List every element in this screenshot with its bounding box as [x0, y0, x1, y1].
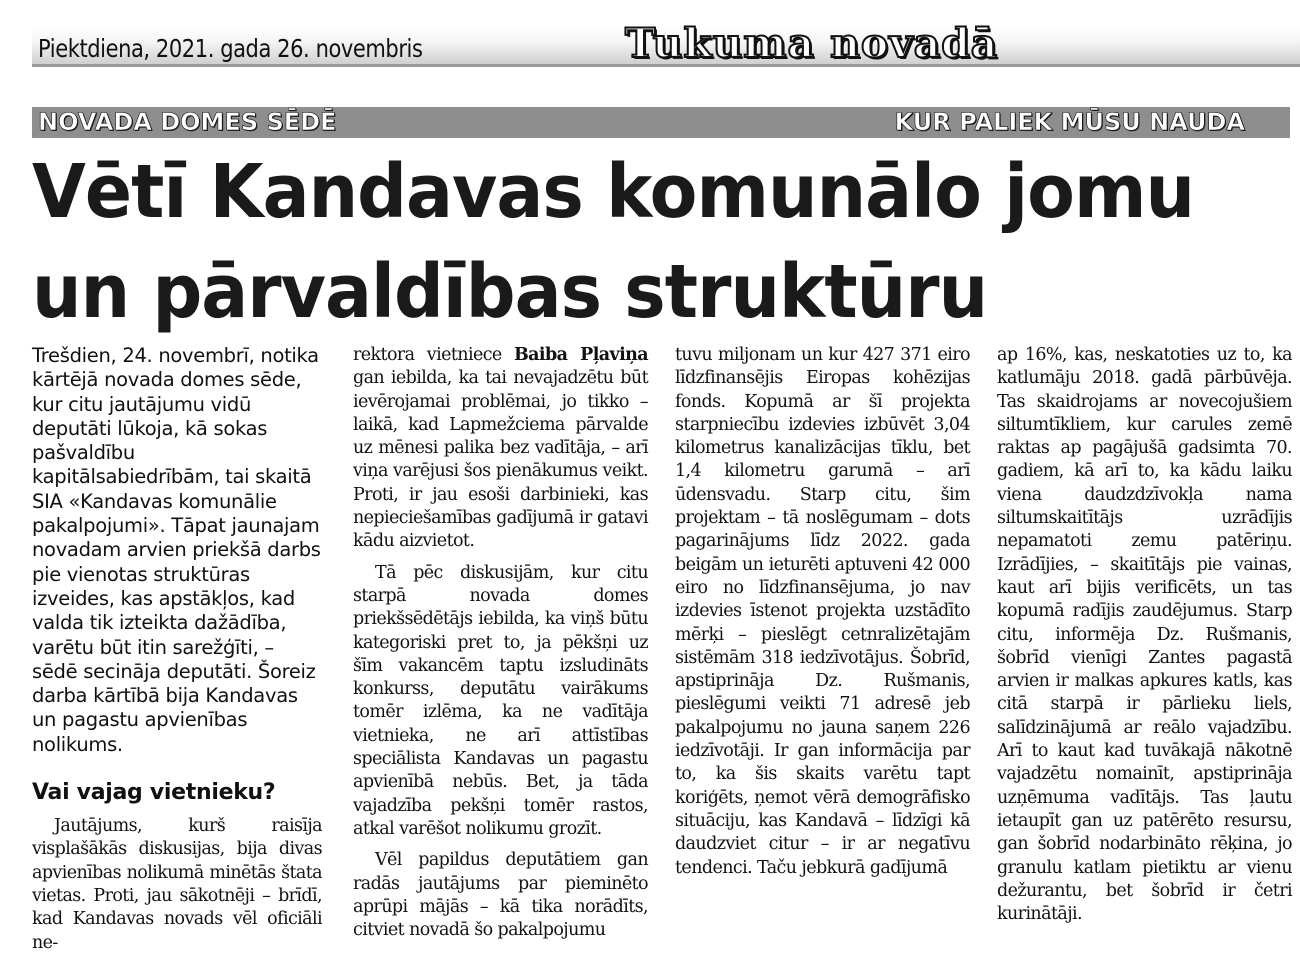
issue-date: Piektdiena, 2021. gada 26. novembris	[38, 34, 423, 63]
column-1-paragraph-2: Jautājums, kurš raisīja visplašākās diskusijas, bija divas apvienības nolikumā minētās štata vietas. Proti, jau sākotnēji – brīdī, kad Kandavas novads vēl oficiāli ne-	[32, 816, 322, 953]
article-column-2	[353, 344, 649, 941]
column-3-paragraph-1: tuvu miljonam un kur 427 371 eiro līdzfinansējis Eiropas kohēzijas fonds. Kopumā ar šī projekta starpniecību izdevies izbūvēt 3,04 kilometrus kanalizācijas tīklu, bet 1,4 kilometru garumā – arī ūdensvadu. Starp citu, šim projektam – tā noslēgumam – dots pagarinājums līdz 2022. gada beigām un ieturēti aptuveni 42 000 eiro no līdzfinansējuma, jo nav izdevies īstenot projekta uzstādīto mērķi – pieslēgt cetnralizētajām sistēmām 318 iedzīvotājus. Šobrīd, apstiprināja Dz. Rušmanis, pieslēgumi veikti 71 adresē jeb pakalpojumu no jauna saņem 226 iedzīvotāji. Ir gan informācija par to, ka šis skaits varētu tapt koriģēts, ņemot vērā demogrāfisko situāciju, kas Kandavā – līdzīgi kā daudzviet citur – ir ar negatīvu tendenci. Taču jebkurā gadījumā	[675, 345, 970, 878]
section-label-right: KUR PALIEK MŪSU NAUDA	[894, 108, 1245, 136]
newspaper-masthead: Tukuma novadā	[625, 20, 999, 67]
article-headline	[32, 142, 1224, 342]
column-2-text: gan iebilda, ka tai nevajadzētu būt ievērojamai problēmai, jo tikko – laikā, kad Lapmežciema pārvalde uz mēnesi palika bez vadītāja, – arī viņa varējusi šos pienākumus veikt. Proti, ir jau esoši darbinieki, kas nepieciešamības gadījumā ir gatavi kādu aizvietot.	[353, 368, 648, 552]
person-name: Baiba Pļaviņa	[513, 345, 649, 365]
column-2-text: rektora vietniece	[353, 345, 514, 365]
article-subheading: Vai vajag vietnieku?	[32, 780, 276, 806]
column-4-paragraph-1: ap 16%, kas, neskatoties uz to, ka katlumāju 2018. gadā pārbūvēja. Tas skaidrojams ar novecojušiem siltumtīkliem, kur carules zemē raktas ap pagājušā gadsimta 70. gadiem, kā arī to, ka kādu laiku viena daudzdzīvokļa nama siltumskaitītājs uzrādījis nepamatoti zemu patēriņu. Izrādījies, – skaitītājs pie vainas, kaut arī bijis verificēts, un tas kopumā radījis zaudējumus. Starp citu, informēja Dz. Rušmanis, šobrīd vienīgi Zantes pagastā arvien ir malkas apkures katls, kas citā starpā ir pārlieku liels, salīdzinājumā ar reālo vajadzību. Arī to kaut kad tuvākajā nākotnē vajadzētu nomainīt, apstiprināja uzņēmuma vadītājs. Tas ļautu ietaupīt gan uz patērēto resursu, gan šobrīd nodarbināto rēķina, jo granulu katlam pietiktu ar vienu dežurantu, bet šobrīd ir četri kurinātāji.	[997, 345, 1292, 925]
headline-line-2: un pārvaldības struktūru	[32, 249, 988, 335]
article-column-4	[997, 344, 1292, 925]
column-2-paragraph-2: Tā pēc diskusijām, kur citu starpā novada domes priekšsēdētājs iebilda, ka viņš būtu kategoriski pret to, ja pēkšņi uz šīm vakancēm taptu izsludināts konkurss, deputātu vairākums tomēr izlēma, ka ne vadītāja vietnieka, ne arī attīstības speciālista Kandavas un pagastu apvienībā nebūs. Bet, ja tāda vajadzība pekšņi tomēr rastos, atkal varēšot nolikumu grozīt.	[353, 562, 648, 839]
article-column-1	[32, 344, 322, 953]
headline-line-1: Vētī Kandavas komunālo jomu	[32, 149, 1195, 235]
section-label-left: NOVADA DOMES SĒDĒ	[38, 108, 337, 136]
column-2-paragraph-3: Vēl papildus deputātiem gan radās jautājums par pieminēto aprūpi mājās – kā tika norādīts, citviet novadā šo pakalpojumu	[353, 850, 648, 941]
column-2-paragraph-1	[353, 344, 648, 554]
article-column-3	[675, 344, 970, 908]
article-lead: Trešdien, 24. novembrī, notika kārtējā novada domes sēde, kur citu jautājumu vidū deputāti lūkoja, kā sokas pašvaldību kapitālsabiedrībām, tai skaitā SIA «Kandavas komunālie pakalpojumi». Tāpat jaunajam novadam arvien priekšā darbs pie vienotas struktūras izveides, kas apstākļos, kad valda tik izteikta dažādība, varētu būt itin sarežģīti, – sēdē secināja deputāti. Šoreiz darba kārtībā bija Kandavas un pagastu apvienības nolikums.	[32, 344, 321, 756]
